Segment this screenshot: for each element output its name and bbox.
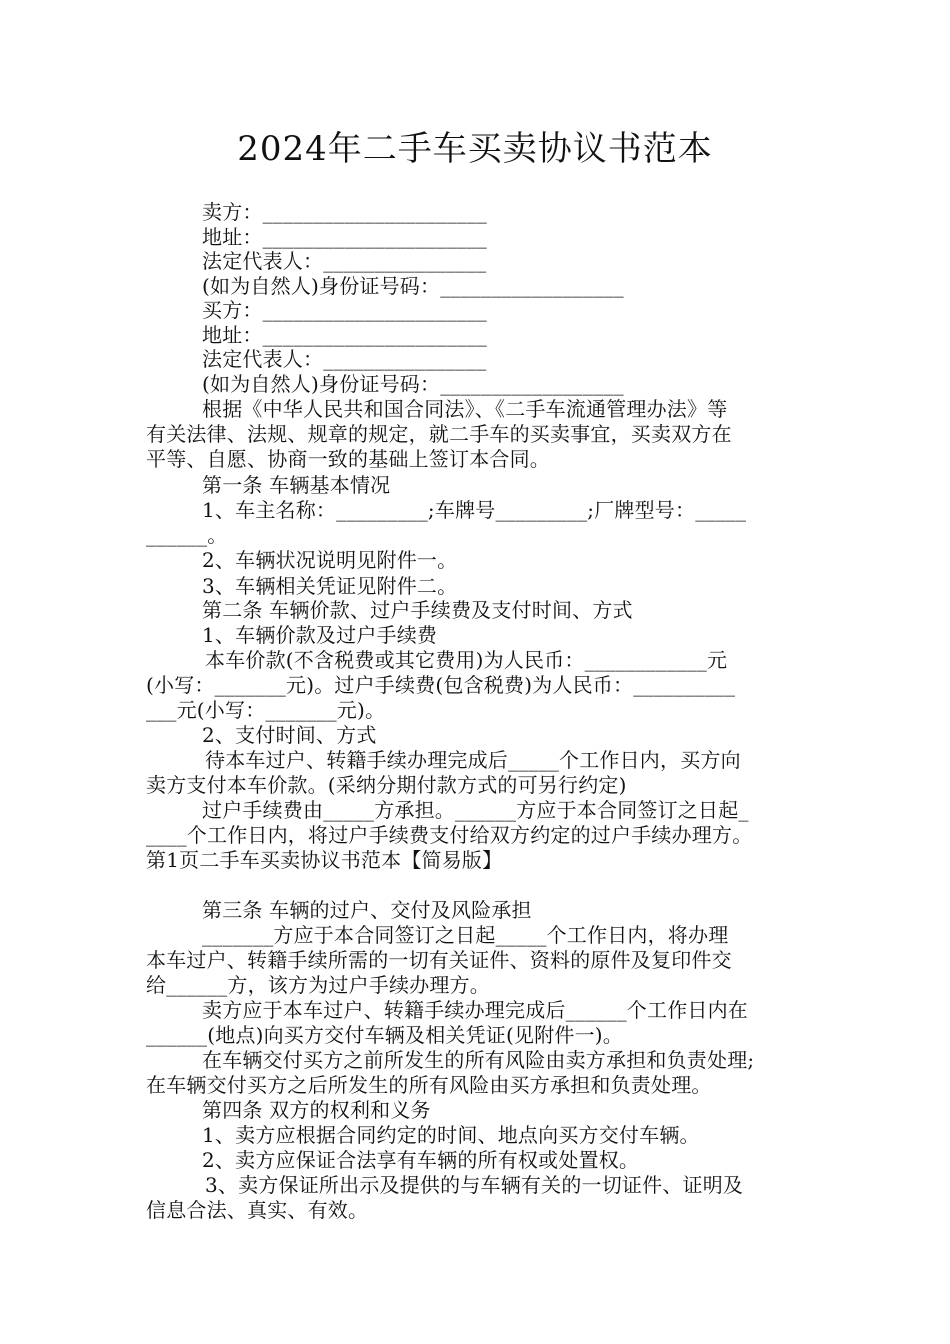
text-line: ___元(小写：_______元)。 [146, 698, 386, 722]
text-line: ____个工作日内，将过户手续费支付给双方约定的过户手续办理方。 [146, 823, 753, 847]
text-line: 法定代表人：________________ [202, 347, 487, 371]
text-line: (如为自然人)身份证号码：__________________ [202, 274, 624, 298]
text-line: 卖方应于本车过户、转籍手续办理完成后______个工作日内在 [202, 998, 748, 1022]
text-line: 本车过户、转籍手续所需的一切有关证件、资料的原件及复印件交 [146, 948, 732, 972]
text-line: 过户手续费由_____方承担。______方应于本合同签订之日起_ [202, 798, 749, 822]
section-heading: 第三条 车辆的过户、交付及风险承担 [202, 898, 532, 922]
page-title: 2024年二手车买卖协议书范本 [237, 129, 713, 169]
page-footer: 第1页二手车买卖协议书范本【简易版】 [146, 848, 503, 872]
text-line: 本车价款(不含税费或其它费用)为人民币：____________元 [205, 648, 728, 672]
text-line: 待本车过户、转籍手续办理完成后_____个工作日内，买方向 [205, 748, 741, 772]
text-line: 买方：______________________ [202, 298, 487, 322]
text-line: 有关法律、法规、规章的规定，就二手车的买卖事宜，买卖双方在 [146, 422, 732, 446]
text-line: (如为自然人)身份证号码：__________________ [202, 372, 624, 396]
text-line: _______方应于本合同签订之日起_____个工作日内，将办理 [202, 923, 729, 947]
text-line: 法定代表人：________________ [202, 249, 487, 273]
text-line: ______。 [146, 523, 228, 547]
text-line: 2、卖方应保证合法享有车辆的所有权或处置权。 [202, 1148, 640, 1172]
text-line: 2、车辆状况说明见附件一。 [202, 548, 458, 572]
text-line: 3、车辆相关凭证见附件二。 [202, 574, 458, 598]
text-line: 信息合法、真实、有效。 [146, 1198, 369, 1222]
text-line: 在车辆交付买方之后所发生的所有风险由买方承担和负责处理。 [146, 1073, 712, 1097]
section-heading: 第二条 车辆价款、过户手续费及支付时间、方式 [202, 598, 633, 622]
text-line: 3、卖方保证所出示及提供的与车辆有关的一切证件、证明及 [205, 1173, 744, 1197]
text-line: 卖方：______________________ [202, 200, 487, 224]
text-line: ______(地点)向买方交付车辆及相关凭证(见附件一)。 [146, 1023, 624, 1047]
text-line: 1、车主名称：_________;车牌号_________;厂牌型号：_____ [202, 498, 747, 522]
text-line: 卖方支付本车价款。(采纳分期付款方式的可另行约定) [146, 773, 627, 797]
text-line: (小写：_______元)。过户手续费(包含税费)为人民币：__________ [146, 673, 736, 697]
text-line: 平等、自愿、协商一致的基础上签订本合同。 [146, 447, 550, 471]
text-line: 给______方，该方为过户手续办理方。 [146, 973, 490, 997]
text-line: 在车辆交付买方之前所发生的所有风险由卖方承担和负责处理; [202, 1048, 755, 1072]
text-line: 2、支付时间、方式 [202, 723, 377, 747]
text-line: 1、车辆价款及过户手续费 [202, 623, 438, 647]
text-line: 根据《中华人民共和国合同法》、《二手车流通管理办法》等 [202, 397, 728, 421]
section-heading: 第四条 双方的权利和义务 [202, 1098, 431, 1122]
text-line: 1、卖方应根据合同约定的时间、地点向买方交付车辆。 [202, 1123, 700, 1147]
section-heading: 第一条 车辆基本情况 [202, 473, 391, 497]
text-line: 地址：______________________ [202, 225, 487, 249]
text-line: 地址：______________________ [202, 323, 487, 347]
